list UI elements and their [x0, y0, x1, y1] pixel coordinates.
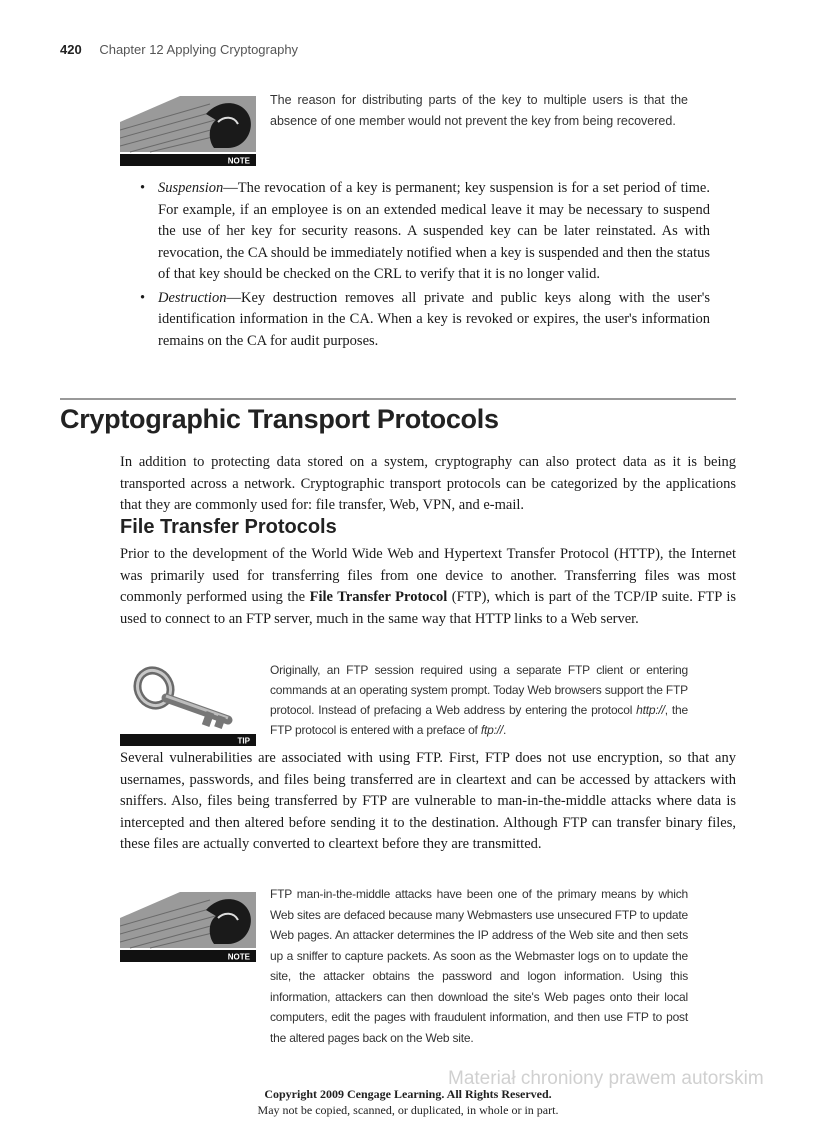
note-label: NOTE: [227, 952, 250, 962]
ftp-paragraph-text-cont: (FTP), which is part of the TCP/IP suite. FTP is used to connect to an FTP server, much in the same way that HTTP links to a Web server.: [120, 589, 737, 627]
tip-label-bar: [120, 734, 256, 746]
subsection-title: File Transfer Protocols: [120, 516, 337, 538]
tip-text-part: .: [502, 723, 507, 737]
copyright-notice: May not be copied, scanned, or duplicated, in whole or in part.: [257, 1103, 559, 1117]
tip-label: TIP: [237, 736, 250, 746]
tip-protocol-ftp: ftp://: [480, 723, 503, 737]
bullet-dot-icon: •: [140, 180, 146, 196]
bullet-list: [140, 178, 710, 354]
note-graphic: [120, 92, 256, 166]
bullet-text: —Key destruction removes all private and public keys along with the user's identification information in the CA. When a key is revoked or expires, the user's information remains on the CA for audit purposes.: [158, 289, 710, 349]
ftp-paragraph-text: Prior to the development of the World Wide Web and Hypertext Transfer Protocol (HTTP), the Internet was primarily used for transferring files from one device to another. Transferring files was most commonly performed using the: [120, 546, 736, 605]
tip-graphic: [120, 660, 256, 746]
note-text: FTP man-in-the-middle attacks have been one of the primary means by which Web sites are defaced because many Webmasters use unsecured FTP to update Web pages. An attacker determines the IP address of the Web site and then sets up a sniffer to capture packets. As soon as the Webmaster logs on to update the site, the attacker obtains the password and logon information. Using this information, attackers can then download the site's Web pages onto their local computers, edit the pages with fraudulent information, and then use FTP to post the altered pages back on the Web site.: [270, 887, 688, 1045]
note-text: The reason for distributing parts of the key to multiple users is that the absence of one member would not prevent the key from being recovered.: [270, 93, 688, 128]
bullet-dot-icon: •: [140, 289, 146, 306]
bullet-term: Destruction: [158, 289, 227, 306]
bullet-text: —The revocation of a key is permanent; key suspension is for a set period of time. For example, if an employee is on an extended medical leave it may be necessary to suspend the use of her key for security reasons. A suspended key can be later reinstated. As with revocation, the CA should be immediately notified when a key is suspended and then the status of that key should be checked on the CRL to verify that it is no longer valid.: [158, 180, 710, 282]
copyright-text: Copyright 2009 Cengage Learning. All Rights Reserved.: [264, 1087, 552, 1101]
section-title: Cryptographic Transport Protocols: [60, 404, 499, 434]
ftp-term: File Transfer Protocol: [309, 589, 448, 605]
vulnerabilities-paragraph: Several vulnerabilities are associated with using FTP. First, FTP does not use encryption, so that any usernames, passwords, and files being transferred are in cleartext and can be accessed by attackers with sniffers. Also, files being transferred by FTP are vulnerable to man-in-the-middle attacks where data is intercepted and then altered before sending it to the destination. Although FTP can transfer binary files, these files are actually converted to cleartext before they are transmitted.: [120, 750, 736, 852]
section-divider: [60, 398, 736, 400]
copyright-line: [0, 1087, 816, 1102]
list-item: [140, 178, 710, 286]
bullet-term: Suspension: [158, 180, 224, 196]
note-graphic: [120, 888, 256, 962]
watermark: Materiał chroniony prawem autorskim: [448, 1068, 764, 1089]
tip-protocol-http: http://: [636, 703, 665, 717]
tip-text-part: , the FTP protocol is entered with a preface of: [270, 703, 688, 737]
ftp-paragraph: [120, 544, 736, 630]
running-header: [60, 42, 298, 57]
note-label: NOTE: [227, 156, 250, 166]
tip-text: [270, 660, 688, 740]
key-icon: [131, 664, 228, 729]
chapter-title: Chapter 12 Applying Cryptography: [99, 42, 299, 57]
list-item: [140, 288, 710, 353]
tip-text-part: Originally, an FTP session required using a separate FTP client or entering commands at an operating system prompt. Today Web browsers support the FTP protocol. Instead of prefacing a Web address by entering the protocol: [270, 663, 688, 717]
section-intro: In addition to protecting data stored on a system, cryptography can also protect data as it is being transported across a network. Cryptographic transport protocols can be categorized by the applications that they are commonly used for: file transfer, Web, VPN, and e-mail.: [120, 454, 736, 513]
page-number: 420: [60, 42, 82, 57]
